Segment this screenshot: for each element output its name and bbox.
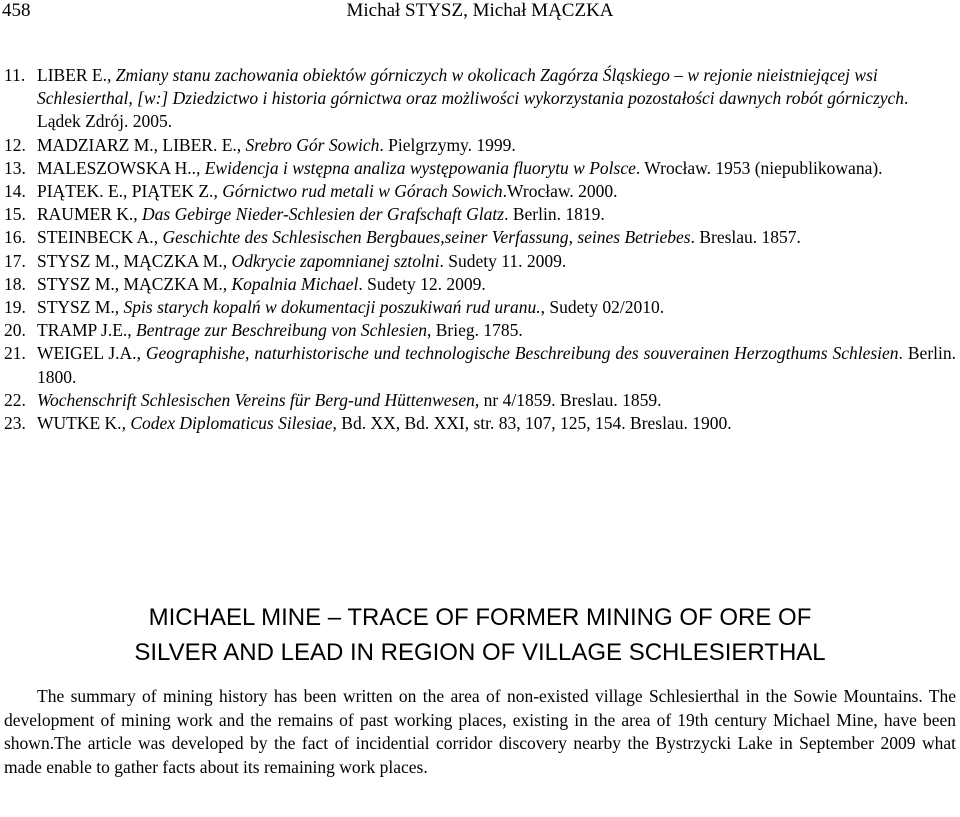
reference-text: , Brieg. 1785. xyxy=(426,320,523,341)
reference-number: 22. xyxy=(4,389,26,410)
title-line-1: MICHAEL MINE – TRACE OF FORMER MINING OF ORE OF xyxy=(148,604,812,631)
page-number: 458 xyxy=(2,0,31,21)
english-title xyxy=(0,600,960,670)
reference-text: STEINBECK A. xyxy=(37,227,154,248)
reference-title: , Bentrage zur Beschreibung von Schlesien xyxy=(127,320,427,341)
reference-number: 18. xyxy=(4,273,26,294)
reference-text: , Bd. XX, Bd. XXI, str. 83, 107, 125, 154. Breslau. 1900. xyxy=(332,413,732,434)
reference-item xyxy=(4,296,956,319)
reference-title: , Kopalnia Michael xyxy=(222,273,359,294)
reference-text: . Berlin. 1819. xyxy=(504,204,605,225)
reference-title: , Das Gebirge Nieder-Schlesien der Grafschaft Glatz xyxy=(133,204,505,225)
reference-text: . Lądek Zdrój. 2005. xyxy=(37,88,909,132)
reference-title: , Górnictwo rud metali w Górach Sowich xyxy=(213,181,503,202)
reference-item xyxy=(4,389,956,412)
reference-title: , Ewidencja i wstępna analiza występowania fluorytu w Polsce xyxy=(195,157,636,178)
reference-text: RAUMER K. xyxy=(37,204,134,225)
reference-number: 21. xyxy=(4,343,26,364)
reference-number: 12. xyxy=(4,134,26,155)
reference-title: , Spis starych kopalń w dokumentacji poszukiwań rud uranu. xyxy=(114,297,541,318)
reference-item xyxy=(4,226,956,249)
reference-item xyxy=(4,250,956,273)
reference-number: 16. xyxy=(4,227,26,248)
reference-text: WEIGEL J.A. xyxy=(37,343,137,364)
reference-text: .Wrocław. 2000. xyxy=(502,181,618,202)
reference-item xyxy=(4,319,956,342)
reference-text: STYSZ M. xyxy=(37,297,115,318)
page-header xyxy=(0,0,960,30)
reference-text: . Breslau. 1857. xyxy=(690,227,801,248)
reference-text: . Pielgrzymy. 1999. xyxy=(379,134,516,155)
reference-text: STYSZ M., MĄCZKA M. xyxy=(37,273,223,294)
reference-text: . Berlin. 1800. xyxy=(37,343,956,387)
reference-item xyxy=(4,203,956,226)
reference-item xyxy=(4,64,956,134)
reference-text: PIĄTEK. E., PIĄTEK Z. xyxy=(37,181,214,202)
reference-number: 14. xyxy=(4,181,26,202)
reference-item xyxy=(4,273,956,296)
reference-title: , Zmiany stanu zachowania obiektów górniczych w okolicach Zagórza Śląskiego – w rejonie nieistniejącej wsi Schlesierthal, [w:] Dziedzictwo i historia górnictwa oraz możliwości wykorzystania pozostałości dawnych robót górniczych xyxy=(37,65,905,109)
running-head: Michał STYSZ, Michał MĄCZKA xyxy=(346,0,614,21)
reference-item xyxy=(4,180,956,203)
title-line-2: SILVER AND LEAD IN REGION OF VILLAGE SCHLESIERTHAL xyxy=(134,639,826,666)
abstract-paragraph: The summary of mining history has been written on the area of non-existed village Schlesierthal in the Sowie Mountains. The development of mining work and the remains of past working places, existing in the area of 19th century Michael Mine, have been shown.The article was developed by the fact of incidential corridor discovery nearby the Bystrzycki Lake in September 2009 what made enable to gather facts about its remaining work places. xyxy=(4,686,956,777)
reference-text: TRAMP J.E. xyxy=(37,320,128,341)
reference-number: 23. xyxy=(4,413,26,434)
reference-item xyxy=(4,412,956,435)
reference-text: . Wrocław. 1953 (niepublikowana). xyxy=(635,157,883,178)
reference-text: , nr 4/1859. Breslau. 1859. xyxy=(474,389,662,410)
reference-title: , Srebro Gór Sowich xyxy=(236,134,380,155)
reference-text: . Sudety 12. 2009. xyxy=(358,273,486,294)
reference-title: , Geographishe, naturhistorische und technologische Beschreibung des souverainen Herzogthums Schlesien xyxy=(136,343,899,364)
reference-number: 13. xyxy=(4,157,26,178)
reference-text: WUTKE K. xyxy=(37,413,122,434)
reference-title: , Geschichte des Schlesischen Bergbaues,seiner Verfassung, seines Betriebes xyxy=(153,227,691,248)
reference-item xyxy=(4,342,956,388)
reference-item xyxy=(4,134,956,157)
reference-title: , Codex Diplomaticus Silesiae xyxy=(121,413,333,434)
reference-title: , Odkrycie zapomnianej sztolni xyxy=(222,250,440,271)
reference-text: MALESZOWSKA H.. xyxy=(37,157,196,178)
reference-text: , Sudety 02/2010. xyxy=(540,297,665,318)
reference-number: 20. xyxy=(4,320,26,341)
reference-number: 15. xyxy=(4,204,26,225)
reference-text: . Sudety 11. 2009. xyxy=(439,250,567,271)
reference-text: STYSZ M., MĄCZKA M. xyxy=(37,250,223,271)
reference-text: MADZIARZ M., LIBER. E. xyxy=(37,134,237,155)
reference-item xyxy=(4,157,956,180)
reference-number: 11. xyxy=(4,65,26,85)
reference-number: 17. xyxy=(4,250,26,271)
reference-list xyxy=(4,64,956,435)
reference-text: LIBER E. xyxy=(37,65,107,85)
reference-number: 19. xyxy=(4,297,26,318)
reference-title: Wochenschrift Schlesischen Vereins für Berg-und Hüttenwesen xyxy=(37,389,475,410)
